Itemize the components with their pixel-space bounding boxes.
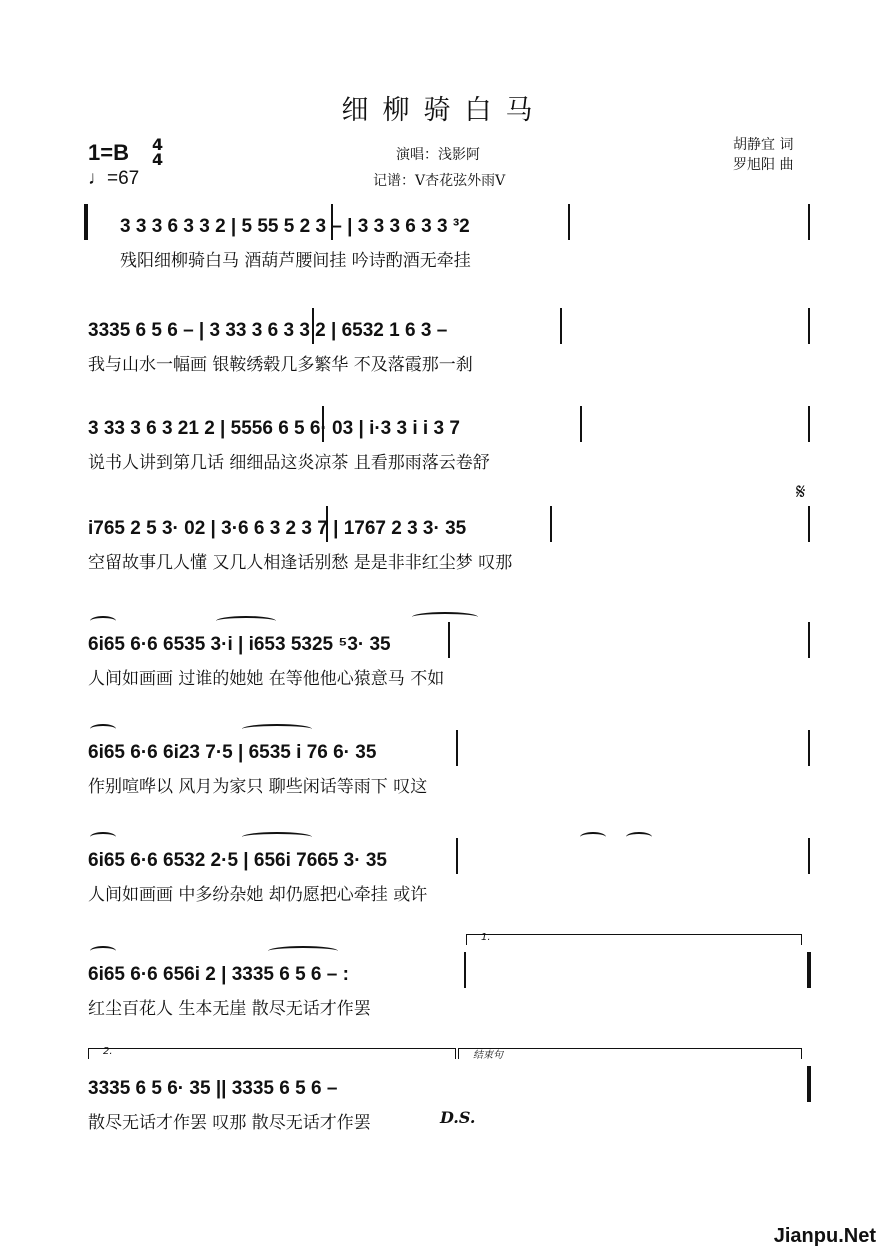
repeat-start-barline	[84, 204, 93, 240]
ending-phrase-label: 结束句	[473, 1050, 503, 1061]
second-ending-bracket	[88, 1048, 456, 1059]
score-row-8	[86, 960, 812, 1030]
slur	[242, 832, 312, 842]
lyrics-line: 散尽无话才作罢 叹那 散尽无话才作罢	[88, 1112, 371, 1133]
first-ending-bracket	[466, 934, 802, 945]
notes-line: 6i65 6·6 6i23 7·5 | 6535 i 76 6· 35	[88, 742, 377, 763]
slur	[242, 724, 312, 734]
lyrics-line: 人间如画画 过谁的她她 在等他他心猿意马 不如	[88, 668, 445, 689]
slur	[580, 832, 606, 842]
tempo-marking: ♩=67	[88, 168, 140, 189]
notes-line: 3335 6 5 6· 35 || 3335 6 5 6 –	[88, 1078, 338, 1099]
time-signature	[152, 137, 163, 167]
slur	[90, 946, 116, 956]
lyrics-line: 残阳细柳骑白马 酒葫芦腰间挂 吟诗酌酒无牵挂	[120, 250, 471, 271]
lyrics-line: 红尘百花人 生本无崖 散尽无话才作罢	[88, 998, 371, 1019]
time-signature-bottom: 4	[152, 150, 164, 169]
slur	[626, 832, 652, 842]
second-ending-label: 2.	[103, 1046, 113, 1057]
key-signature: 1=B	[88, 140, 129, 165]
notes-line: 3 3 3 6 3 3 2 | 5 55 5 2 3 – | 3 3 3 6 3 3 ³2	[120, 216, 470, 237]
lyricist-credit: 胡静宜 词	[733, 137, 794, 153]
lyrics-line: 作别喧哗以 风月为家只 聊些闲话等雨下 叹这	[88, 776, 428, 797]
notes-line: 6i65 6·6 6532 2·5 | 656i 7665 3· 35	[88, 850, 387, 871]
dal-segno-marking: D.S.	[440, 1108, 476, 1127]
notes-line: 6i65 6·6 656i 2 | 3335 6 5 6 – :	[88, 964, 349, 985]
notes-line: i765 2 5 3· 02 | 3·6 6 3 2 3 7 | 1767 2 3 3· 35	[88, 518, 467, 539]
composer-credit: 罗旭阳 曲	[733, 157, 794, 173]
score-row-7	[86, 846, 812, 916]
lyrics-line: 人间如画画 中多纷杂她 却仍愿把心牵挂 或许	[88, 884, 428, 905]
watermark: Jianpu.Net	[773, 1225, 876, 1247]
lyrics-line: 说书人讲到第几话 细细品这炎凉茶 且看那雨落云卷舒	[88, 452, 490, 473]
score-title: 细柳骑白马	[341, 95, 547, 126]
slur	[90, 724, 116, 734]
time-signature-top: 4	[152, 135, 164, 154]
slur	[216, 616, 276, 626]
notes-line: 3 33 3 6 3 21 2 | 5556 6 5 6· 03 | i·3 3 i i 3 7	[88, 418, 460, 439]
score-row-3	[86, 414, 812, 484]
score-row-4	[86, 514, 812, 584]
ending-phrase-bracket	[458, 1048, 802, 1059]
lyrics-line: 我与山水一幅画 银鞍绣毂几多繁华 不及落霞那一刹	[88, 354, 473, 375]
score-row-2	[86, 316, 812, 386]
notes-line: 6i65 6·6 6535 3·i | i653 5325 ⁵3· 35	[88, 634, 391, 655]
transcriber-credit: 记谱：V杏花弦外雨V	[373, 173, 506, 189]
score-row-5	[86, 630, 812, 700]
notes-line: 3335 6 5 6 – | 3 33 3 6 3 3 2 | 6532 1 6 3 –	[88, 320, 448, 341]
first-ending-label: 1.	[481, 932, 491, 943]
segno-sign: 𝄋	[796, 480, 806, 505]
score-row-6	[86, 738, 812, 808]
lyrics-line: 空留故事几人懂 又几人相逢话别愁 是是非非红尘梦 叹那	[88, 552, 513, 573]
score-row-1	[86, 212, 812, 282]
slur	[90, 832, 116, 842]
singer-credit: 演唱：浅影阿	[396, 147, 480, 163]
slur	[412, 612, 478, 622]
slur	[268, 946, 338, 956]
slur	[90, 616, 116, 626]
